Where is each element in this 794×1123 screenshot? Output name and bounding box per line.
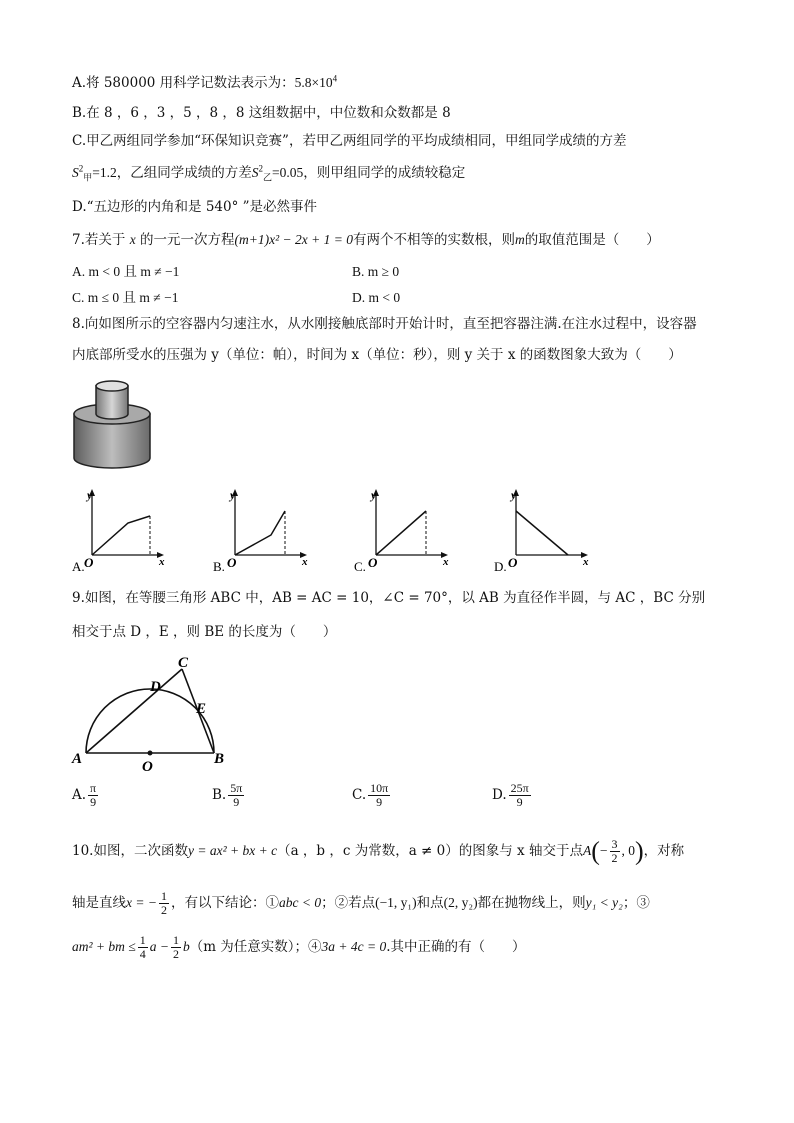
graph-a: [72, 488, 165, 574]
question-8-stem-line2: 内底部所受水的压强为 y（单位：帕），时间为 x（单位：秒），则 y 关于 x 的函数图象大致为（ ）: [72, 347, 682, 363]
graph-b-y: y: [230, 488, 236, 502]
container-figure: [70, 378, 154, 472]
question-9-option-c: C. $\frac{10\pi}{9}$: [352, 781, 389, 809]
graph-c-origin: O: [368, 555, 378, 570]
graph-c-x: x: [443, 556, 449, 568]
graph-a-x: x: [159, 556, 165, 568]
question-7-stem: 7.若关于 x 的一元一次方程(m+1)x² − 2x + 1 = 0有两个不相等的实数根，则m的取值范围是（ ）: [72, 232, 660, 248]
point-c: C: [178, 655, 189, 671]
graph-c-y: y: [371, 488, 377, 502]
question-7-option-d: D. m < 0: [352, 290, 401, 305]
graph-d-x: x: [583, 556, 589, 568]
question-9-option-b: B. $\frac{5\pi}{9}$: [212, 781, 243, 809]
graph-a-label: A.: [72, 559, 85, 574]
question-10-line3: am² + bm ≤ $\frac{1}{4}$ a − $\frac{1}{2}$ b（m 为任意实数）；④3a + 4c = 0.其中正确的有（ ）: [72, 933, 526, 961]
graph-c-label: C.: [354, 559, 366, 574]
graph-d-origin: O: [508, 555, 518, 570]
option-a-scientific-notation: A.将 580000 用科学记数法表示为：$5.8\times 10^4$: [72, 73, 338, 91]
graph-a-origin: O: [84, 555, 94, 570]
graph-d-label: D.: [494, 559, 507, 574]
question-9-figure: [70, 655, 240, 777]
question-7-option-a: A. m < 0 且 m ≠ −1: [72, 264, 180, 279]
question-10-line1: 10.如图，二次函数y = ax² + bx + c（a ，b ，c 为常数，a ≠ 0）的图象与 x 轴交于点A(− $\frac{3}{2}$ , 0)，对称: [72, 836, 685, 866]
point-o: O: [142, 759, 153, 775]
point-a: A: [72, 751, 83, 767]
graph-d-y: y: [511, 488, 517, 502]
question-8-graphs: [70, 485, 590, 577]
graph-b: [213, 488, 308, 574]
option-d-certain-event: D.“五边形的内角和是 540° ”是必然事件: [72, 199, 318, 215]
option-c-variance-line1: C.甲乙两组同学参加“环保知识竞赛”，若甲乙两组同学的平均成绩相同，甲组同学成绩的方差: [72, 133, 627, 149]
option-b-median-mode: B.在 8 ，6 ，3 ，5 ，8 ，8 这组数据中，中位数和众数都是 8: [72, 105, 451, 121]
option-c-variance-line2: $S^2_甲=1.2$，乙组同学成绩的方差$S^2_乙=0.05$，则甲组同学的成绩较稳定: [72, 163, 466, 184]
point-b: B: [214, 751, 225, 767]
point-d: D: [150, 679, 161, 695]
graph-b-origin: O: [227, 555, 237, 570]
question-9-stem-line2: 相交于点 D ，E ，则 BE 的长度为（ ）: [72, 624, 337, 640]
point-e: E: [196, 701, 207, 717]
question-9-stem-line1: 9.如图，在等腰三角形 ABC 中，AB = AC = 10，∠C = 70°，以 AB 为直径作半圆，与 AC ，BC 分别: [72, 590, 706, 606]
graph-a-y: y: [87, 488, 93, 502]
question-9-option-a: A. $\frac{\pi}{9}$: [72, 781, 97, 809]
question-9-option-d: D. $\frac{25\pi}{9}$: [492, 781, 529, 809]
graph-b-x: x: [302, 556, 308, 568]
question-8-stem-line1: 8.向如图所示的空容器内匀速注水，从水刚接触底部时开始计时，直至把容器注满.在注水过程中，设容器: [72, 316, 697, 332]
question-7-option-b: B. m ≥ 0: [352, 264, 400, 279]
graph-b-label: B.: [213, 559, 225, 574]
question-10-line2: 轴是直线x = − $\frac{1}{2}$ ，有以下结论：①abc < 0；②若点(−1, y₁)和点(2, y₂)都在抛物线上，则y₁ < y₂；③: [72, 889, 650, 917]
graph-d: [494, 488, 589, 574]
question-7-option-c: C. m ≤ 0 且 m ≠ −1: [72, 290, 179, 305]
graph-c: [354, 488, 449, 574]
